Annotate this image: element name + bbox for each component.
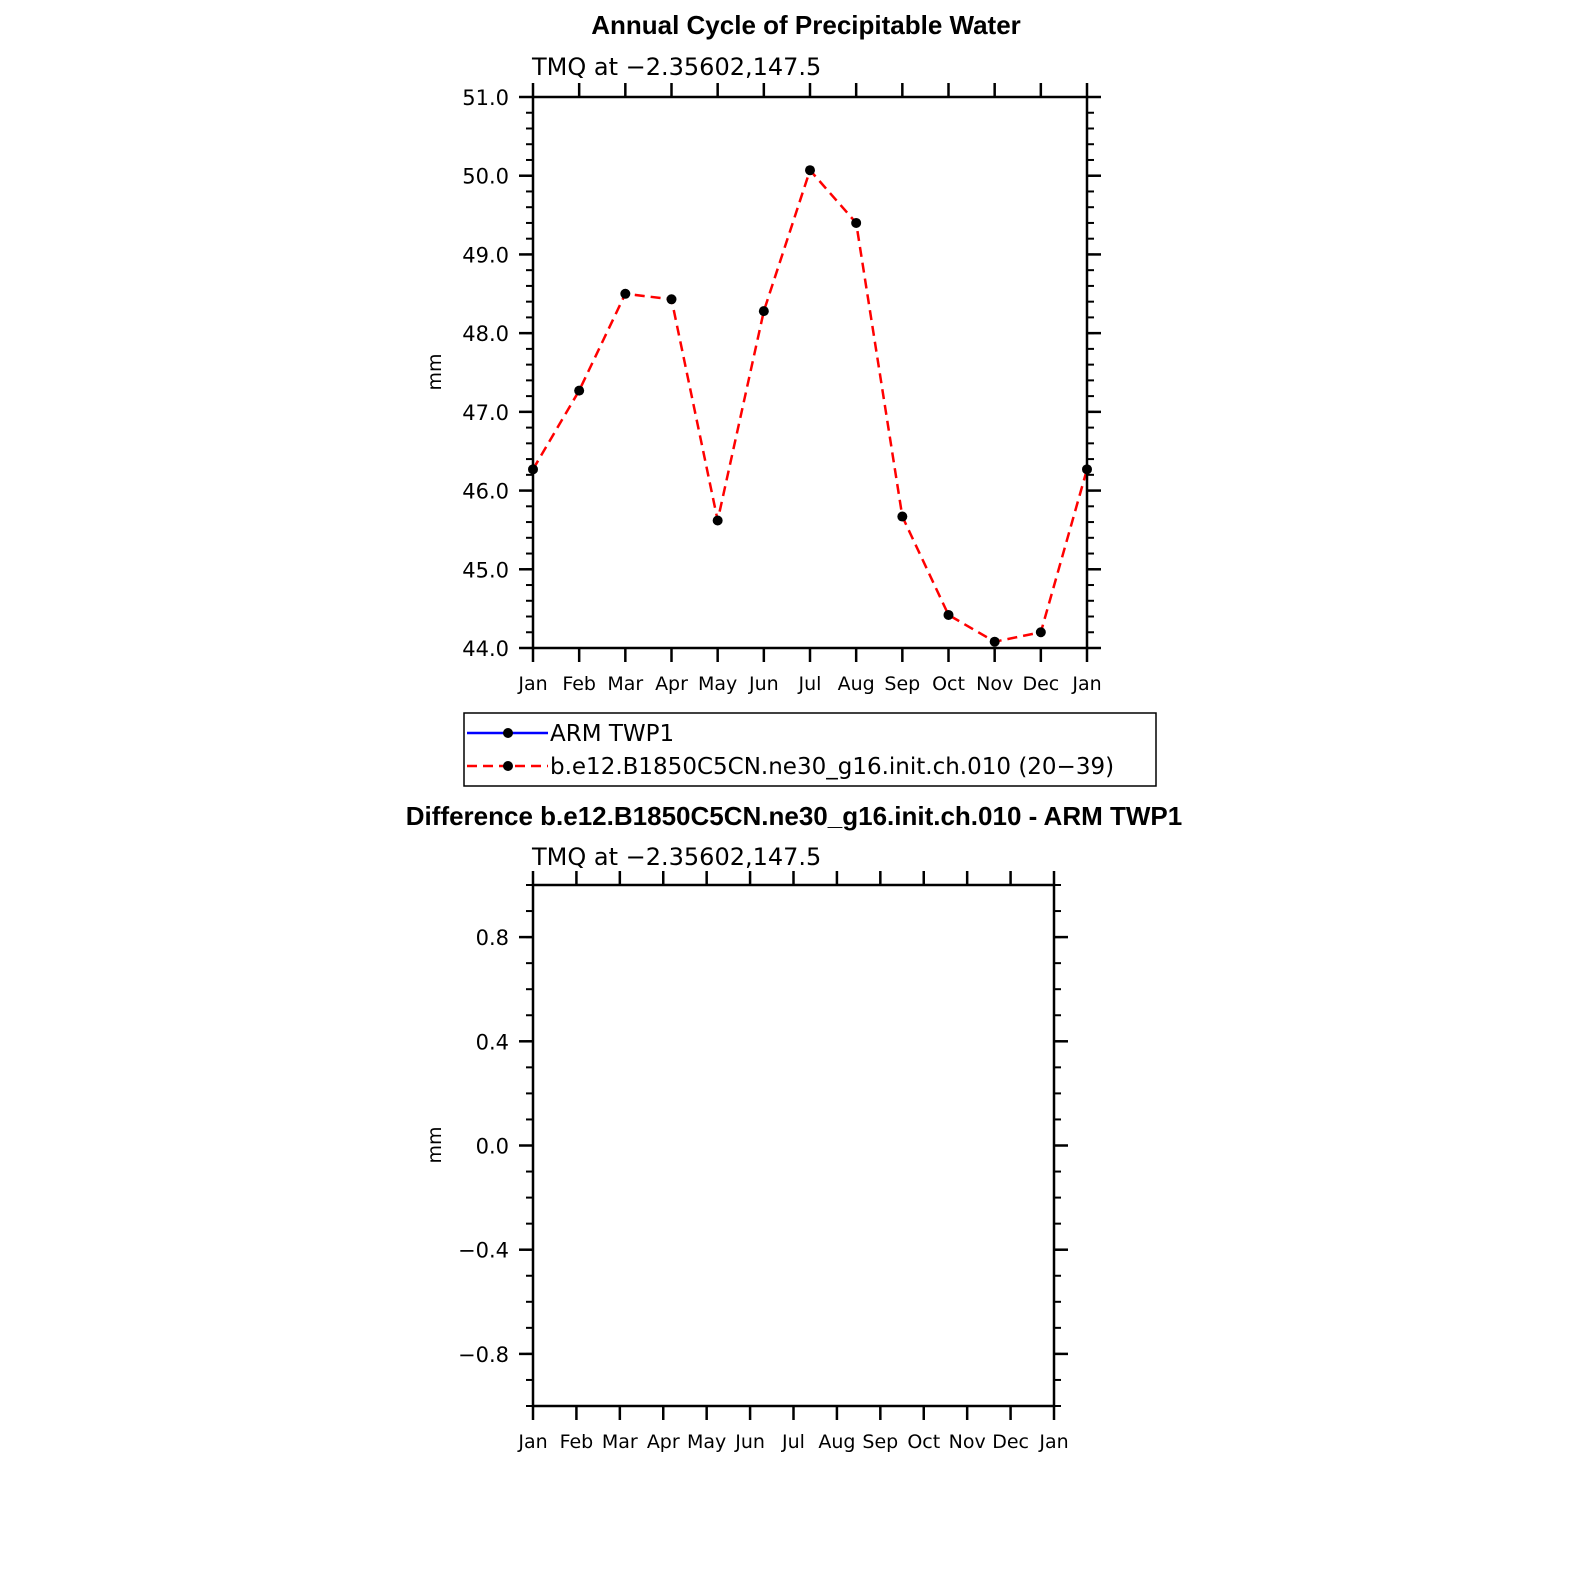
x-tick-label: Jun [748,673,779,695]
x-tick-label: Jan [518,673,548,695]
x-tick-label: Sep [862,1431,899,1453]
y-tick-label: −0.8 [458,1342,509,1367]
x-tick-label: May [687,1431,727,1453]
legend-marker-model [503,761,513,771]
y-tick-label: 46.0 [462,479,509,504]
data-point [759,306,769,316]
data-point [944,610,954,620]
y-tick-label: 48.0 [462,322,509,347]
x-tick-label: Nov [948,1431,986,1453]
plot-frame [533,97,1087,648]
y-tick-label: 47.0 [462,400,509,425]
x-tick-label: Jul [798,673,822,695]
x-tick-labels [517,673,1101,695]
difference-chart [406,801,1182,1453]
diff-y-tick-labels [458,926,509,1367]
data-point [897,512,907,522]
diff-chart-title: Difference b.e12.B1850C5CN.ne30_g16.init.ch.010 - ARM TWP1 [405,801,1183,831]
y-tick-labels [462,86,509,661]
diff-y-axis-label: mm [424,1126,446,1164]
legend [464,713,1156,786]
x-tick-label: Nov [976,673,1014,695]
series-line [533,170,1087,641]
data-point [713,515,723,525]
x-tick-label: Aug [818,1431,856,1453]
y-tick-label: 0.8 [475,926,509,951]
x-tick-label: Apr [646,1431,680,1453]
legend-label-model: b.e12.B1850C5CN.ne30_g16.init.ch.010 (20−39) [550,754,1115,780]
series-lines [528,165,1092,646]
y-tick-label: 45.0 [462,558,509,583]
y-tick-label: 0.0 [475,1134,509,1159]
data-point [805,165,815,175]
data-point [1036,627,1046,637]
diff-plot-frame [533,885,1054,1406]
legend-label-arm: ARM TWP1 [550,721,675,747]
x-tick-label: Oct [932,673,965,695]
x-tick-label: Dec [1022,673,1060,695]
x-tick-label: Oct [907,1431,941,1453]
legend-marker-arm [503,728,513,738]
data-point [667,294,677,304]
x-tick-label: Dec [992,1431,1029,1453]
x-tick-label: Feb [562,673,596,695]
annual-cycle-chart [424,10,1102,695]
x-tick-label: Apr [655,673,688,695]
y-tick-label: 51.0 [462,86,509,110]
y-tick-label: 0.4 [475,1030,509,1055]
x-tick-label: Aug [837,673,875,695]
diff-chart-subtitle: TMQ at −2.35602,147.5 [532,843,822,871]
x-tick-label: Jul [782,1431,805,1453]
x-tick-label: Jan [1072,673,1102,695]
x-tick-label: May [698,673,738,695]
data-point [851,218,861,228]
chart-title: Annual Cycle of Precipitable Water [591,10,1021,40]
diff-x-tick-labels [517,1431,1068,1453]
x-tick-label: Jan [518,1431,548,1453]
x-tick-label: Jun [735,1431,765,1453]
chart-subtitle: TMQ at −2.35602,147.5 [532,53,822,81]
data-point [574,386,584,396]
x-tick-label: Feb [559,1431,594,1453]
y-tick-label: −0.4 [458,1238,509,1263]
data-point [620,289,630,299]
y-tick-label: 49.0 [462,243,509,268]
y-tick-label: 50.0 [462,164,509,189]
x-tick-label: Sep [884,673,921,695]
x-tick-label: Mar [601,1431,638,1453]
y-axis-label: mm [424,353,446,391]
x-tick-label: Mar [607,673,644,695]
data-point [990,637,1000,647]
x-tick-label: Jan [1039,1431,1069,1453]
y-tick-label: 44.0 [462,637,509,661]
diff-tick-marks [519,871,1068,1420]
